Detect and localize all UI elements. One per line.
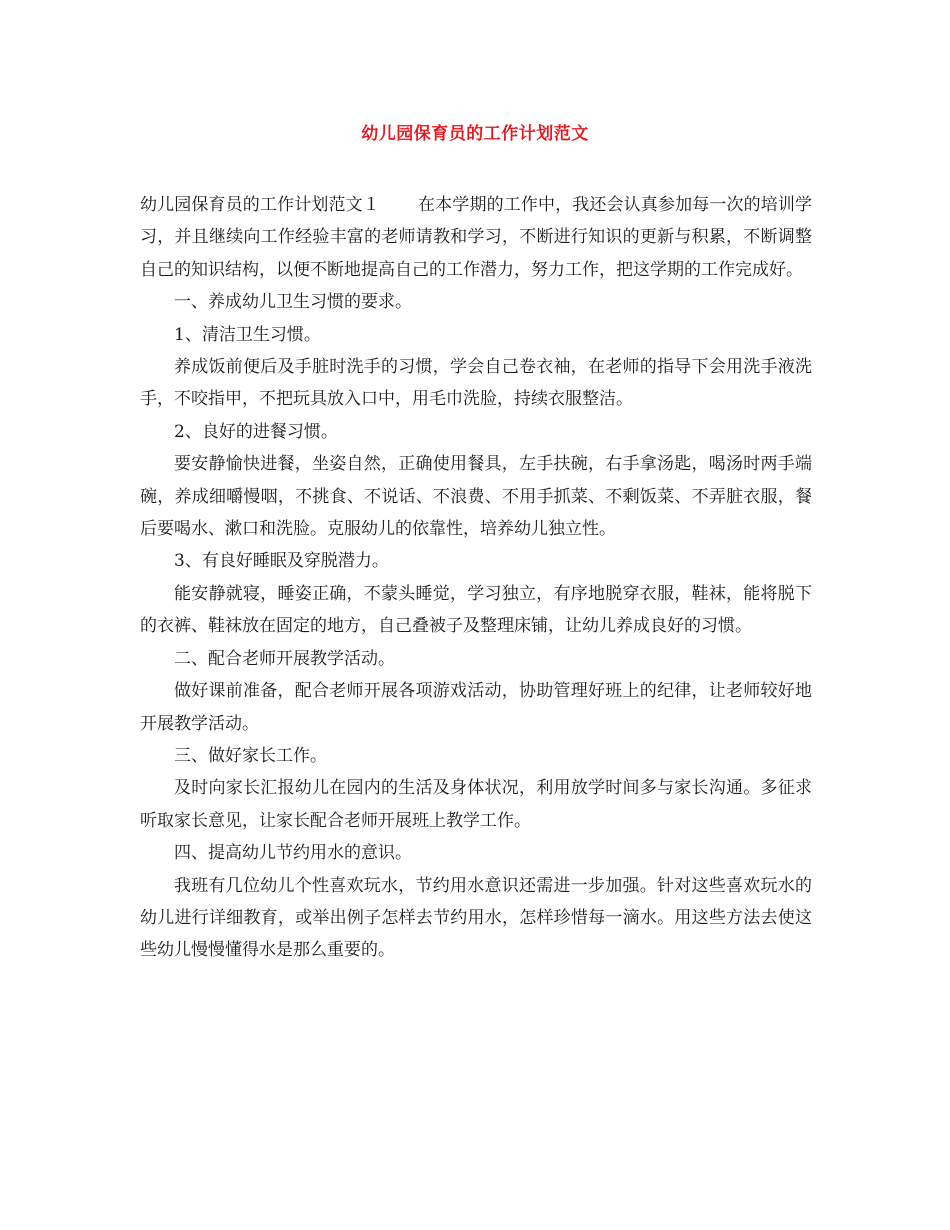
paragraph-cleanliness: 养成饭前便后及手脏时洗手的习惯，学会自己卷衣袖，在老师的指导下会用洗手液洗手，不咬指甲，不把玩具放入口中，用毛巾洗脸，持续衣服整洁。 — [140, 357, 812, 410]
heading-hygiene-habits: 一、养成幼儿卫生习惯的要求。 — [174, 292, 412, 313]
paragraph-sleeping: 能安静就寝，睡姿正确，不蒙头睡觉，学习独立，有序地脱穿衣服，鞋袜，能将脱下的衣裤、鞋袜放在固定的地方，自己叠被子及整理床铺，让幼儿养成良好的习惯。 — [140, 583, 812, 637]
heading-teaching-support: 二、配合老师开展教学活动。 — [174, 648, 395, 669]
document-title: 幼儿园保育员的工作计划范文 — [361, 124, 589, 144]
paragraph-water-saving: 我班有几位幼儿个性喜欢玩水，节约用水意识还需进一步加强。针对这些喜欢玩水的幼儿进行详细教育，或举出例子怎样去节约用水，怎样珍惜每一滴水。用这些方法去使这些幼儿慢慢懂得水是那么重要的。 — [140, 875, 812, 961]
subheading-cleanliness: 1、清洁卫生习惯。 — [174, 324, 321, 345]
paragraph-intro-text: 在本学期的工作中，我还会认真参加每一次的培训学习，并且继续向工作经验丰富的老师请教和学习，不断进行知识的更新与积累，不断调整自己的知识结构，以便不断地提高自己的工作潜力，努力工作，把这学期的工作完成好。 — [140, 195, 813, 280]
paragraph-intro-lead: 幼儿园保育员的工作计划范文１ — [140, 195, 380, 215]
subheading-sleeping: 3、有良好睡眠及穿脱潜力。 — [174, 551, 389, 572]
heading-water-saving: 四、提高幼儿节约用水的意识。 — [174, 843, 412, 864]
document-body — [140, 189, 812, 967]
paragraph-eating: 要安静愉快进餐，坐姿自然，正确使用餐具，左手扶碗，右手拿汤匙，喝汤时两手端碗，养成细嚼慢咽，不挑食、不说话、不浪费、不用手抓菜、不剩饭菜、不弄脏衣服，餐后要喝水、漱口和洗脸。克服幼儿的依靠性，培养幼儿独立性。 — [140, 454, 812, 540]
paragraph-intro — [140, 189, 812, 286]
heading-parent-work: 三、做好家长工作。 — [174, 745, 327, 766]
paragraph-parent-work: 及时向家长汇报幼儿在园内的生活及身体状况，利用放学时间多与家长沟通。多征求听取家长意见，让家长配合老师开展班上教学工作。 — [140, 778, 812, 831]
paragraph-teaching-support: 做好课前准备，配合老师开展各项游戏活动，协助管理好班上的纪律，让老师较好地开展教学活动。 — [140, 681, 812, 734]
subheading-eating: 2、良好的进餐习惯。 — [174, 421, 338, 442]
